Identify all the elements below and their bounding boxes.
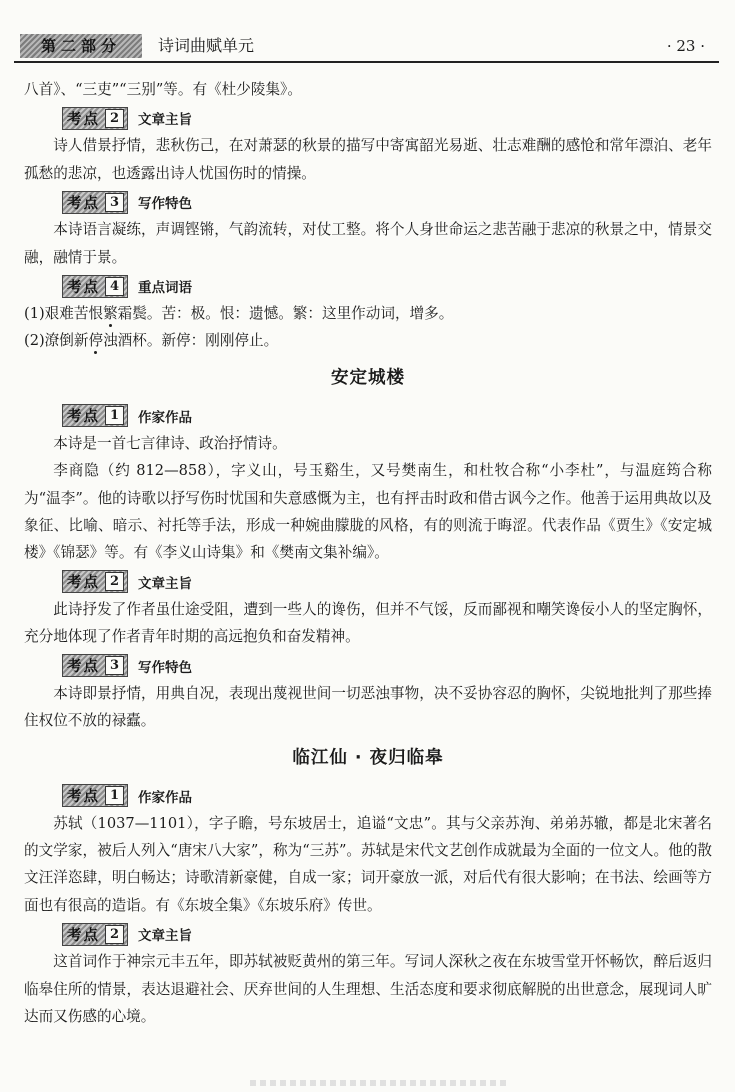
kaodian-heading (24, 105, 712, 131)
kaodian-heading (24, 189, 712, 215)
kaodian-heading (24, 921, 712, 947)
kaodian-badge (62, 570, 128, 593)
kaodian-number: 1 (105, 786, 124, 805)
paragraph: 这首词作于神宗元丰五年，即苏轼被贬黄州的第三年。写词人深秋之夜在东坡雪堂开怀畅饮，醉后返归临皋住所的情景，表达退避社会、厌弃世间的人生理想、生活态度和要求彻底解脱的出世意念，展现词人旷达而又伤感的心境。 (24, 953, 712, 1025)
kaodian-badge (62, 191, 128, 214)
paragraph: 本诗即景抒情，用典自况，表现出蔑视世间一切恶浊事物，决不妥协容忍的胸怀，尖锐地批判了那些捧住权位不放的禄蠹。 (24, 684, 712, 730)
vocab-text: (1)艰难苦恨 (24, 305, 104, 323)
kaodian-title: 作家作品 (138, 409, 192, 426)
kaodian-label: 考点 (67, 408, 100, 426)
kaodian-badge (62, 784, 128, 807)
vocab-text: 浊酒杯。新停：刚刚停止。 (103, 332, 279, 350)
kaodian-label: 考点 (67, 926, 100, 944)
kaodian-number: 1 (105, 406, 124, 425)
paragraph: 苏轼（1037—1101），字子瞻，号东坡居士，追谥“文忠”。其与父亲苏洵、弟弟苏辙，都是北宋著名的文学家，被后人列入“唐宋八大家”，称为“三苏”。苏轼是宋代文艺创作成就最为全面的一位文人。他的散文汪洋恣肆，明白畅达；诗歌清新豪健，自成一家；词开豪放一派，对后代有很大影响；在书法、绘画等方面也有很高的造诣。有《东坡全集》《东坡乐府》传世。 (24, 814, 712, 914)
emphasized-char: 繁 (103, 305, 118, 323)
kaodian-label: 考点 (67, 194, 100, 212)
kaodian-label: 考点 (67, 574, 100, 592)
kaodian-number: 2 (105, 572, 124, 591)
kaodian-heading (24, 653, 712, 679)
poem-title: 安定城楼 (331, 367, 405, 388)
kaodian-badge (62, 404, 128, 427)
scan-shadow (250, 1080, 510, 1086)
header-rule (14, 61, 719, 63)
kaodian-label: 考点 (67, 278, 100, 296)
kaodian-heading (24, 569, 712, 595)
kaodian-title: 文章主旨 (138, 112, 192, 129)
kaodian-label: 考点 (67, 110, 100, 128)
kaodian-title: 文章主旨 (138, 928, 192, 945)
emphasized-char: 停 (88, 332, 104, 350)
kaodian-title: 作家作品 (138, 789, 192, 806)
paragraph: 本诗语言凝练，声调铿锵，气韵流转，对仗工整。将个人身世命运之悲苦融于悲凉的秋景之中，情景交融，融情于景。 (24, 221, 712, 266)
paragraph: 此诗抒发了作者虽仕途受阻，遭到一些人的谗伤，但并不气馁，反而鄙视和嘲笑谗佞小人的坚定胸怀，充分地体现了作者青年时期的高远抱负和奋发精神。 (24, 600, 712, 646)
page-header (14, 30, 719, 64)
section-tag: 第二部分 (20, 34, 142, 58)
kaodian-title: 重点词语 (138, 280, 192, 297)
kaodian-number: 2 (105, 109, 124, 128)
kaodian-title: 写作特色 (138, 659, 192, 676)
paragraph: 诗人借景抒情，悲秋伤己，在对萧瑟的秋景的描写中寄寓韶光易逝、壮志难酬的感怆和常年漂泊、老年孤愁的悲凉，也透露出诗人忧国伤时的情操。 (24, 137, 712, 182)
kaodian-label: 考点 (67, 658, 100, 676)
kaodian-heading (24, 273, 712, 299)
kaodian-badge (62, 107, 128, 130)
vocab-text: 霜鬓。苦：极。恨：遗憾。繁：这里作动词，增多。 (117, 305, 454, 323)
kaodian-number: 3 (105, 656, 124, 675)
kaodian-badge (62, 923, 128, 946)
vocab-item (24, 300, 712, 327)
kaodian-heading (24, 403, 712, 429)
kaodian-heading (24, 783, 712, 809)
kaodian-badge (62, 275, 128, 298)
kaodian-number: 2 (105, 925, 124, 944)
kaodian-badge (62, 654, 128, 677)
page-number: · 23 · (666, 37, 705, 55)
page-content (24, 76, 712, 1030)
kaodian-number: 3 (105, 193, 124, 212)
paragraph: 本诗是一首七言律诗、政治抒情诗。 (53, 434, 287, 452)
kaodian-title: 写作特色 (138, 196, 192, 213)
intro-line: 八首》、“三吏”“三别”等。有《杜少陵集》。 (24, 81, 302, 98)
kaodian-title: 文章主旨 (138, 575, 192, 592)
unit-title: 诗词曲赋单元 (158, 36, 255, 55)
vocab-text: (2)潦倒新 (24, 332, 89, 350)
vocab-item (24, 327, 712, 354)
paragraph: 李商隐（约 812—858），字义山，号玉谿生，又号樊南生，和杜牧合称“小李杜”，与温庭筠合称为“温李”。他的诗歌以抒写伤时忧国和失意感慨为主，也有抨击时政和借古讽今之作。他善于运用典故以及象征、比喻、暗示、衬托等手法，形成一种婉曲朦胧的风格，有的则流于晦涩。代表作品《贾生》《安定城楼》《锦瑟》等。有《李义山诗集》和《樊南文集补编》。 (24, 462, 712, 562)
kaodian-label: 考点 (67, 788, 100, 805)
poem-title: 临江仙 · 夜归临皋 (292, 747, 444, 768)
kaodian-number: 4 (105, 277, 124, 296)
